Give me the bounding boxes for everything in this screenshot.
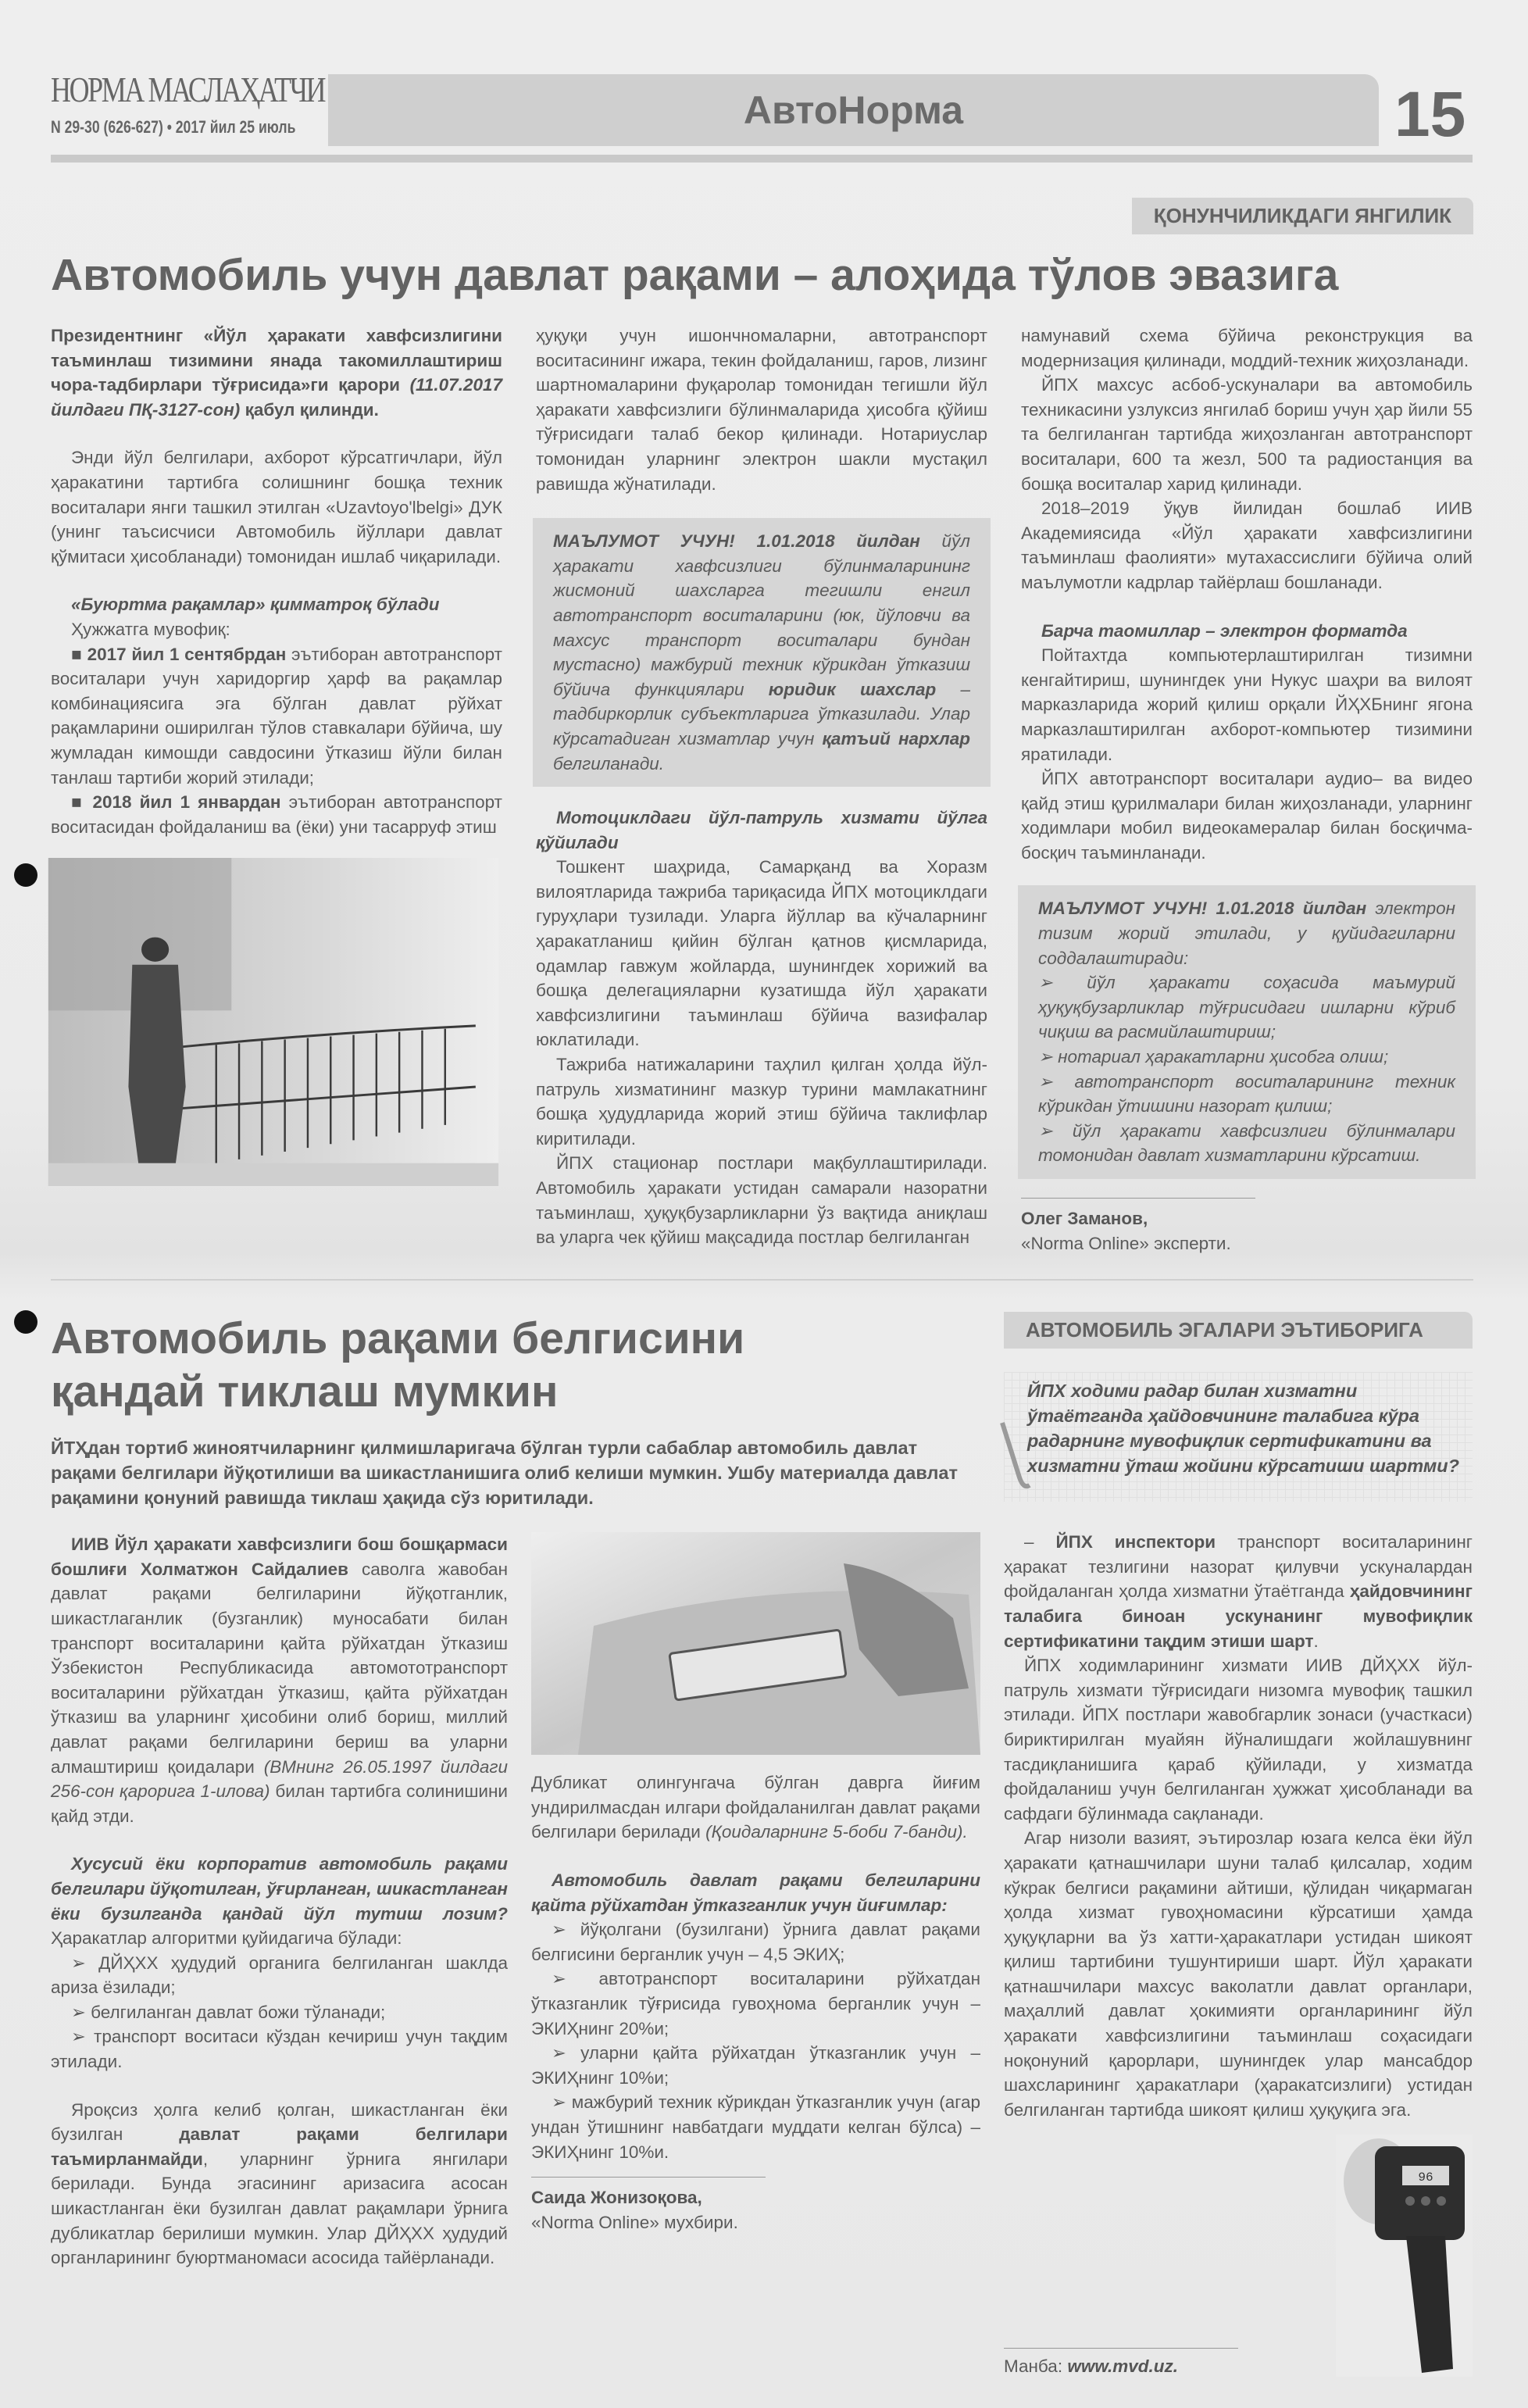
sidebar-answer-text: [1004, 1530, 1473, 2122]
sidebar-question: ЙПХ ходими радар билан хизматни ўтаётганда ҳайдовчининг талабига кўра радарнинг мувофиқлик сертификатини ва хизматни ўташ жойини кўрсатиши шартми?: [1027, 1381, 1459, 1477]
text-run: давлат рақами белгилари таъмирланмайди: [51, 2124, 508, 2169]
paragraph: [536, 323, 987, 496]
text-run: юридик шахслар: [768, 679, 937, 699]
text-run: қатъий нархлар: [822, 728, 970, 748]
text-run: ➢ мажбурий техник кўрикдан ўтказганлик учун (агар ундан ўтишнинг навбатдаги муддати келган бўлса) – ЭКИҲнинг 10%и.: [531, 2092, 980, 2162]
text-run: Автомобиль давлат рақами белгиларини қайта рўйхатдан ўтказганлик учун йиғимлар:: [531, 1870, 980, 1915]
paragraph: [1038, 1070, 1455, 1119]
article1-column-3-text: [1021, 323, 1473, 865]
paragraph: [536, 1052, 987, 1151]
paragraph: [51, 592, 502, 617]
license-plate-photo: [531, 1532, 980, 1755]
paragraph: [1021, 323, 1473, 373]
policeman-fence-image: [43, 858, 504, 1186]
text-run: Пойтахтда компьютерлаштирилган тизимни кенгайтириш, шунингдек уни Нукус шаҳри ва вилоят марказларида жорий қилиш орқали ЙҲХБнинг ягона марказлаштирилган ахборот-компьютер тизимини яратилади.: [1021, 645, 1473, 764]
article1-rubric-tag: ҚОНУНЧИЛИКДАГИ ЯНГИЛИК: [1132, 198, 1473, 234]
text-run: эътиборан автотранспорт воситалари учун харидоргир ҳарф ва рақамлар комбинациясига эга бўлган давлат рўйхат рақамларини оширилган тўлов ставкалари бўйича, шу жумладан кимошди савдосини ўтказиш йўли билан танлаш тартиби жорий этилади;: [51, 644, 502, 788]
sidebar-rubric-tag: АВТОМОБИЛЬ ЭГАЛАРИ ЭЪТИБОРИГА: [1004, 1312, 1473, 1349]
text-run: Хусусий ёки корпоратив автомобиль рақами белгилари йўқотилган, ўғирланган, шикастланган ёки бузилганда қандай йўл тутиш лозим?: [51, 1854, 508, 1924]
text-run: ➢ белгиланган давлат божи тўланади;: [71, 2002, 386, 2022]
article1-columns: [51, 323, 1473, 1256]
article2-author: [531, 2177, 766, 2235]
text-run: Барча таомиллар – электрон форматда: [1041, 620, 1408, 641]
article2-column-2-text: [531, 1770, 980, 2164]
article1-author: [1021, 1198, 1255, 1256]
text-run: намунавий схема бўйича реконструкция ва модернизация қилинади, моддий-техник жиҳозланади.: [1021, 326, 1473, 370]
article2-title-line2: қандай тиклаш мумкин: [51, 1367, 559, 1417]
text-run: электрон тизим жорий этилади, у қуйидагиларни соддалаштиради:: [1038, 899, 1455, 968]
text-run: ➢ автотранспорт воситаларини рўйхатдан ўтказганлик тўғрисида гувоҳнома берганлик учун – ЭКИҲнинг 20%и;: [531, 1969, 980, 2038]
punch-hole: [14, 863, 37, 887]
source-label: Манба:: [1004, 2356, 1063, 2377]
author-role: «Norma Online» мухбири.: [531, 2212, 738, 2232]
sidebar-answer: [1004, 1530, 1473, 2122]
article1-title: Автомобиль учун давлат рақами – алоҳида тўлов эвазига: [51, 250, 1339, 300]
text-run: .: [1313, 1631, 1319, 1651]
text-run: Яроқсиз ҳолга келиб қолган, шикастланган ёки бузилган: [51, 2099, 508, 2145]
text-run: (Қоидаларнинг 5-боби 7-банди).: [705, 1822, 968, 1842]
paragraph: [536, 806, 987, 855]
paragraph: [536, 1151, 987, 1249]
paragraph: [1021, 766, 1473, 865]
paragraph: [51, 1532, 508, 1828]
traffic-police-photo: [43, 858, 504, 1186]
text-run: ➢ нотариал ҳаракатларни ҳисобга олиш;: [1038, 1047, 1389, 1067]
page-number: 15: [1394, 79, 1466, 150]
text-run: , уларнинг ўрнига янгилари берилади. Бунда эгасининг аризасига асосан шикастланган ёки бузилган давлат рақамлари ўрнига дубликатлар берилиши мумкин. Улар ДЙҲХХ ҳудудий органларининг буюртманомаси асосида тайёрланади.: [51, 2149, 508, 2268]
text-run: билан тартибга солинишини қайд этди.: [51, 1781, 508, 1826]
paragraph: [51, 2098, 508, 2270]
text-run: ЙПХ стационар постлари мақбуллаштирилади. Автомобиль ҳаракати устидан самарали назоратни таъминлаш, ҳуқуқбузарликларни ўз вақтида аниқлаш ва уларга чек қўйиш мақсадида постлар белгиланган: [536, 1153, 987, 1248]
text-run: МАЪЛУМОТ УЧУН! 1.01.2018 йилдан: [1038, 899, 1367, 919]
text-run: саволга жавобан давлат рақами белгиларини йўқотганлик, шикастлаганлик (бузганлик) муносабати билан транспорт воситаларини қайта рўйхатдан ўтказиш Ўзбекистон Республикасида автомототранспорт воситаларини рўйхатдан ўтказиш, қайта рўйхатдан ўтказиш ва уларнинг ҳисобини олиб бориш, миллий давлат рақами белгиларини бериш ва уларни алмаштириш қоидалари: [51, 1559, 508, 1777]
paragraph: [531, 2041, 980, 2090]
lower-section: [51, 1312, 1473, 2377]
paragraph: [51, 790, 502, 839]
radar-gun-photo: [1336, 2135, 1473, 2377]
paragraph: [1038, 1119, 1455, 1168]
text-run: –: [1024, 1532, 1056, 1552]
text-run: ИИВ Йўл ҳаракати хавфсизлиги бош бошқармаси бошлиғи Холматжон Сайдалиев: [51, 1534, 508, 1579]
paragraph: [553, 529, 970, 776]
text-run: МАЪЛУМОТ УЧУН! 1.01.2018 йилдан: [553, 531, 920, 552]
punch-hole: [14, 1310, 37, 1334]
info-box-technical-inspection: [533, 518, 991, 787]
text-run: эътиборан автотранспорт воситасидан фойдаланиш ва (ёки) уни тасарруф этиш: [51, 792, 502, 837]
section-band: [328, 74, 1379, 146]
article2-lead: ЙТҲдан тортиб жиноятчиларнинг қилмишларигача бўлган турли сабаблар автомобиль давлат рақами белгилари йўқотилиши ва шикастланишига олиб келиши мумкин. Ушбу материалда давлат рақамини қонуний равишда тиклаш ҳақида сўз юритилади.: [51, 1438, 958, 1509]
text-run: ҳайдовчининг талабига биноан ускунанинг мувофиқлик сертификатини тақдим этиши шарт: [1004, 1581, 1473, 1651]
text-run: Энди йўл белгилари, ахборот кўрсатгичлари, йўл ҳаракатини тартибга солишнинг бошқа техник воситалари янги ташкил этилган «Uzavtoyo'lbelgi» ДУК (унинг таъсисчиси Автомобиль йўллари давлат қўмитаси ҳисобланади) томонидан ишлаб чиқарилади.: [51, 448, 502, 566]
text-run: ➢ транспорт воситаси кўздан кечириш учун тақдим этилади.: [51, 2027, 508, 2072]
article1-column-2: [536, 323, 987, 1256]
text-run: 2018–2019 ўқув йилидан бошлаб ИИВ Академиясида «Йўл ҳаракати хавфсизлигини таъминлаш фаолияти» мутахассислиги бўйича олий маълумотли кадрлар тайёрлаш бошланади.: [1021, 498, 1473, 592]
article1-column-2-bottom: [536, 806, 987, 1250]
paragraph: [531, 2090, 980, 2164]
text-run: ■ 2017 йил 1 сентябрдан: [71, 644, 287, 664]
paragraph: [1004, 1530, 1473, 1653]
section-title: АвтоНорма: [743, 88, 964, 132]
text-run: ЙПХ махсус асбоб-ускуналари ва автомобиль техникасини узлуксиз янгилаб бориш учун ҳар йили 55 та белгиланган тартибда жиҳозланган автотранспорт воситалари, 600 та жезл, 500 та радиостанция ва бошқа воситалар харид қилинади.: [1021, 375, 1473, 494]
paragraph: [531, 1967, 980, 2041]
paragraph: [51, 1852, 508, 1950]
paragraph: [1004, 1653, 1473, 1826]
text-run: ➢ йўл ҳаракати соҳасида маъмурий ҳуқуқбузарликлар тўғрисидаги ишларни кўриб чиқиш ва расмийлаштириш;: [1038, 973, 1455, 1042]
radar-display-value: 96: [1418, 2170, 1433, 2185]
paragraph: [1004, 1826, 1473, 2122]
article1-tag-row: [51, 198, 1473, 234]
text-run: Ҳаракатлар алгоритми қуйидагича бўлади:: [51, 1928, 402, 1949]
article2-columns: [51, 1532, 980, 2270]
article1-column-1: [51, 323, 502, 1256]
paragraph: [51, 1951, 508, 2000]
text-run: ЙПХ ходимларининг хизмати ИИВ ДЙҲХХ йўл-патруль хизмати тўғрисидаги низомга мувофиқ ташкил этилади. ЙПХ постлари жавобгарлик зонаси (участкаси) бириктирилган муайян йўналишдаги жойлашувнинг тасдиқланишига қараб қўйилади, у хизматда фойдаланиш учун белгиланган ҳужжат ҳисобланади ва сафдаги бўлинмада сақланади.: [1004, 1656, 1473, 1824]
text-run: ➢ ДЙҲХХ ҳудудий органига белгиланган шаклда ариза ёзилади;: [51, 1952, 508, 1998]
text-run: ➢ йўқолгани (бузилгани) ўрнига давлат рақами белгисини берганлик учун – 4,5 ЭКИҲ;: [531, 1920, 980, 1964]
text-run: йўл ҳаракати хавфсизлиги бўлинмаларининг жисмоний шахсларга тегишли енгил автотранспорт воситаларини (юк, йўловчи ва махсус транспорт воситалари бундан мустасно) мажбурий техник кўрикдан ўтказиш бўйича функциялари: [553, 531, 970, 699]
article1-column-1-text: [51, 323, 502, 839]
paragraph: [531, 1770, 980, 1845]
paragraph: [531, 1917, 980, 1967]
article2-column-2: [531, 1532, 980, 2270]
sidebar: [1004, 1312, 1473, 2377]
header-rule: [51, 155, 1473, 163]
text-run: (11.07.2017 йилдаги ПҚ-3127-сон): [51, 375, 502, 420]
section-divider: [51, 1279, 1473, 1281]
text-run: (ВМнинг 26.05.1997 йилдаги 256-сон қарорига 1-илова): [51, 1756, 508, 1802]
paragraph: [51, 2000, 508, 2025]
text-run: «Буюртма рақамлар» қимматроқ бўлади: [71, 595, 440, 615]
paragraph: [536, 855, 987, 1052]
source-line: [1004, 2348, 1238, 2377]
paragraph: [1038, 896, 1455, 970]
paragraph: [1038, 1045, 1455, 1070]
text-run: ➢ уларни қайта рўйхатдан ўтказганлик учун – ЭКИҲнинг 10%и;: [531, 2043, 980, 2088]
paragraph: [1038, 970, 1455, 1045]
text-run: Агар низоли вазият, эътирозлар юзага келса ёки йўл ҳаракати қатнашчилари шуни талаб қилсалар, ходим кўкрак белгиси рақамини айтиши, қўлидан чиқармаган ҳолда хизмат гувоҳномасини кўрсатиши ҳамда ҳуқуқларни ва ўз хатти-ҳаракатлари устидан шикоят қилиш тартибини тушунтириши шарт. Йўл ҳаракати қатнашчилари махсус ваколатли давлат органлари, маҳаллий давлат ҳокимияти органларининг йўл ҳаракати хавфсизлигини таъминлаш соҳасидаги ноқонуний қарорлари, шунингдек улар мансабдор шахсларининг ҳаракатлари (ҳаракатсизлиги) устидан белгиланган тартибда шикоят қилиш ҳуқуқига эга.: [1004, 1828, 1473, 2120]
text-run: ЙПХ автотранспорт воситалари аудио– ва видео қайд этиш қурилмалари билан жиҳозланади, уларнинг ходимлари мобил видеокамералар билан босқичма-босқич таъминланади.: [1021, 769, 1473, 863]
issue-info: N 29-30 (626-627) • 2017 йил 25 июль: [51, 117, 296, 137]
text-run: Тажриба натижаларини таҳлил қилган ҳолда йўл-патруль хизматининг мазкур турини мамлакатнинг бошқа ҳудудларида жорий этиш бўйича таклифлар киритилади.: [536, 1055, 987, 1149]
paragraph: [51, 642, 502, 791]
text-run: Президентнинг «Йўл ҳаракати хавфсизлигини таъминлаш тизимини янада такомиллаштириш чора-тадбирлари тўғрисида»ги қарори: [51, 326, 502, 395]
author-name: Олег Заманов,: [1021, 1209, 1148, 1228]
article1-column-2-top: [536, 323, 987, 496]
article2: [51, 1312, 980, 2377]
article1-column-3: [1021, 323, 1473, 1256]
page-header: [51, 0, 1473, 168]
text-run: ➢ автотранспорт воситаларининг техник кўрикдан ўтишини назорат қилиш;: [1038, 1071, 1455, 1116]
paragraph: [1021, 373, 1473, 496]
text-run: Тошкент шаҳрида, Самарқанд ва Хоразм вилоятларида тажриба тариқасида ЙПХ мотоциклдаги гуруҳлари тузилади. Уларга йўллар ва кўчаларнинг ҳаракатланиш қийин бўлган қатнов қисмларида, одамлар гавжум жойларда, шунингдек хорижий ва бошқа делегацияларни кузатишда йўл ҳаракати хавфсизлигини таъминлаш бўйича вазифалар юклатилади.: [536, 857, 987, 1050]
paragraph: [51, 445, 502, 569]
article2-title-line1: Автомобиль рақами белгисини: [51, 1313, 745, 1364]
text-run: Дубликат олингунгача бўлган даврга йиғим ундирилмасдан илгари фойдаланилган давлат рақами белгилари берилади: [531, 1773, 980, 1842]
paragraph: [51, 617, 502, 642]
text-run: ЙПХ инспектори: [1055, 1532, 1216, 1552]
text-run: ■ 2018 йил 1 январдан: [71, 792, 281, 813]
author-role: «Norma Online» эксперти.: [1021, 1233, 1231, 1253]
source-link[interactable]: www.mvd.uz.: [1067, 2356, 1179, 2377]
text-run: белгиланади.: [553, 753, 665, 773]
text-run: ҳуқуқи учун ишончномаларни, автотранспорт воситасининг ижара, текин фойдаланиш, гаров, лизинг шартномаларини фуқаролар томонидан тегишли йўл ҳаракати хавфсизлиги бўлинмаларида ҳисобга қўйиш тўғрисидаги талаб бекор қилинади. Нотариуслар томонидан уларнинг электрон шакли мустақил равишда жўнатилади.: [536, 326, 987, 494]
author-name: Саида Жонизоқова,: [531, 2188, 702, 2208]
article2-column-1: [51, 1532, 508, 2270]
sidebar-footer: [1004, 2135, 1473, 2377]
text-run: транспорт воситаларининг ҳаракат тезлигини назорат қилувчи ускуналардан фойдаланган ҳолда хизматни ўтаётганда: [1004, 1532, 1473, 1602]
text-run: Ҳужжатга мувофиқ:: [71, 619, 230, 639]
info-box-electronic-system: [1018, 885, 1476, 1179]
newspaper-logo: НОРМА МАСЛАҲАТЧИ: [51, 70, 325, 109]
paragraph: [1021, 619, 1473, 644]
page-curl-icon: [1000, 1419, 1031, 1493]
text-run: – тадбиркорлик субъектларига ўтказилади. Улар кўрсатадиган хизматлар учун: [553, 679, 971, 748]
text-run: қабул қилинди.: [240, 399, 379, 420]
text-run: Мотоциклдаги йўл-патруль хизмати йўлга қўйилади: [536, 808, 987, 852]
paragraph: [1021, 496, 1473, 595]
paragraph: [51, 323, 502, 422]
paragraph: [531, 1868, 980, 1917]
sidebar-question-box: [1004, 1372, 1473, 1502]
paragraph: [51, 2024, 508, 2074]
text-run: ➢ йўл ҳаракати хавфсизлиги бўлинмалари томонидан давлат хизматларини кўрсатиш.: [1038, 1120, 1455, 1166]
paragraph: [1021, 643, 1473, 766]
car-plate-image: [531, 1532, 980, 1755]
radar-gun-image: [1336, 2135, 1473, 2377]
